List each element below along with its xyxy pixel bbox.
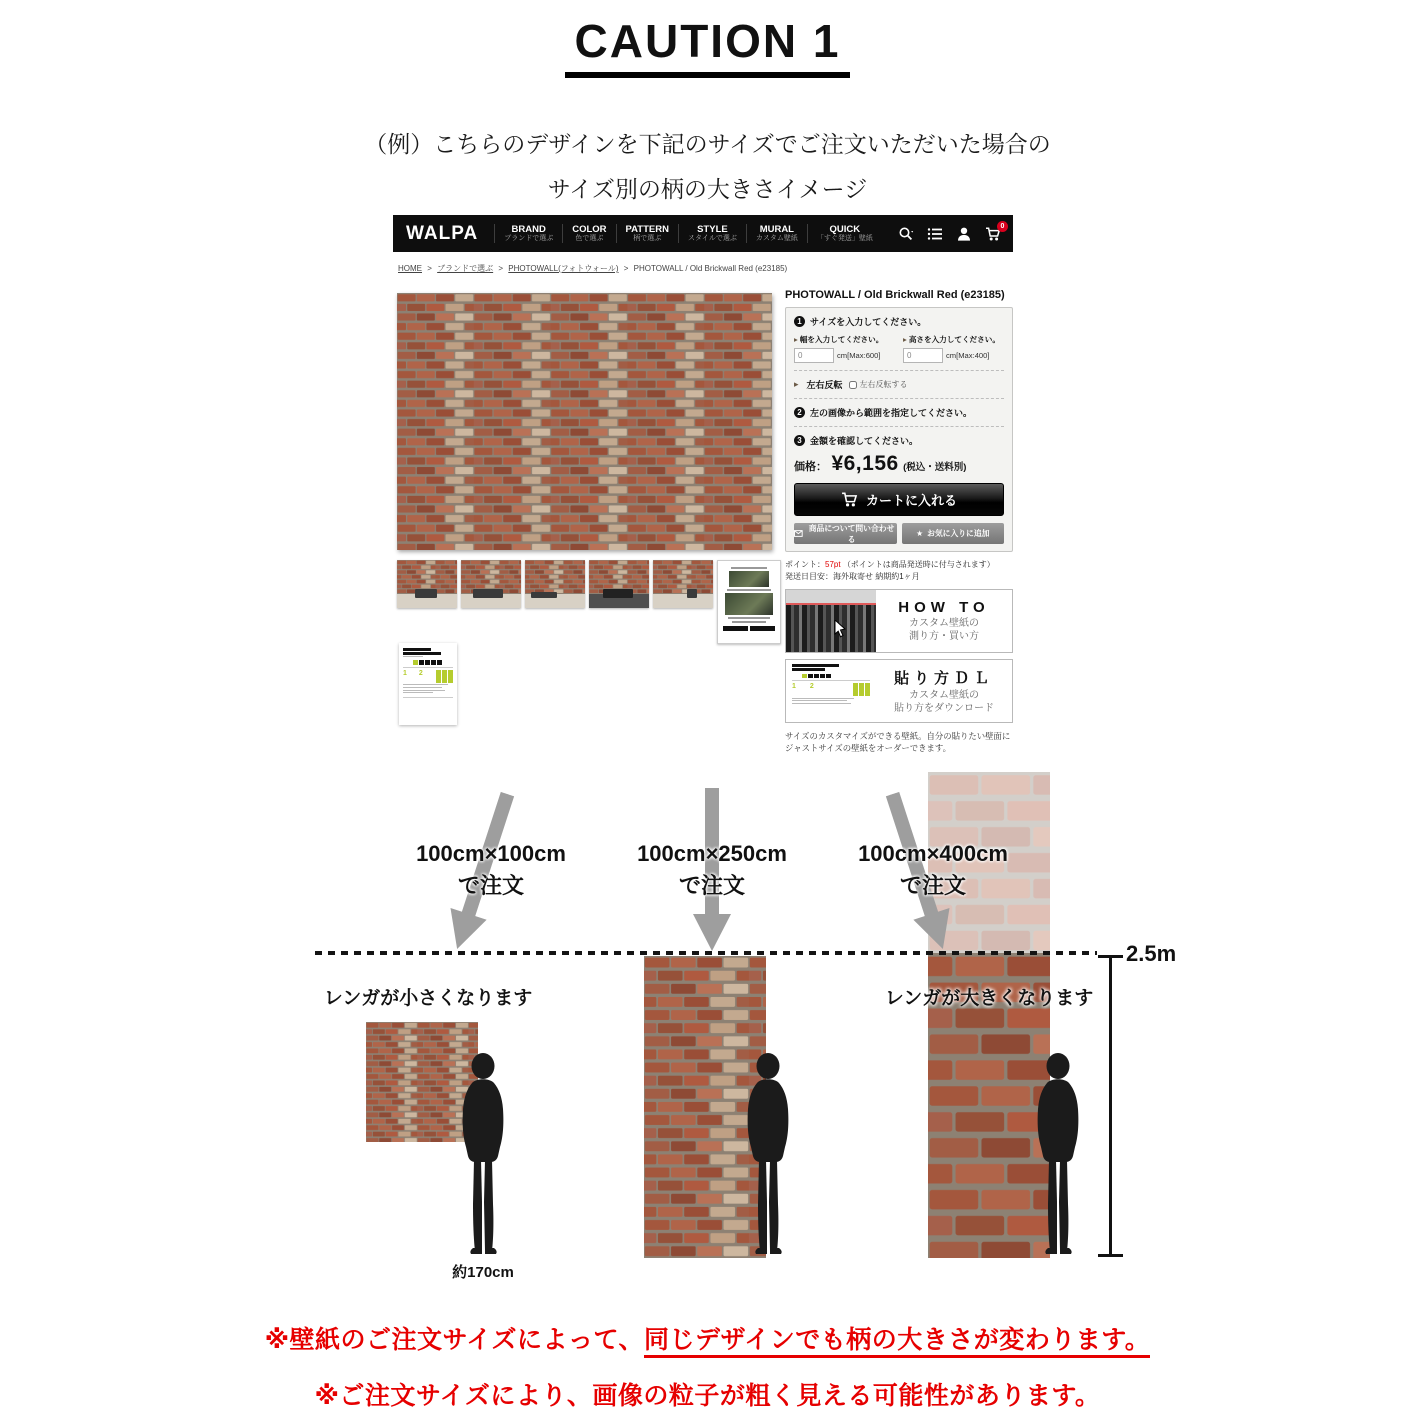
flip-checkbox-label: 左右反転する <box>849 379 908 390</box>
thumbnail-row <box>397 560 781 644</box>
step1-badge: 1 <box>794 316 805 327</box>
howto-banner[interactable] <box>785 589 1013 653</box>
caution-note-1: ※壁紙のご注文サイズによって、同じデザインでも柄の大きさが変わります。 <box>0 1320 1415 1356</box>
howto-title: HOW TO <box>898 599 990 616</box>
step3-badge: 3 <box>794 435 805 446</box>
nav-item-mural[interactable]: MURAL カスタム壁紙 <box>746 224 807 244</box>
width-max: cm[Max:600] <box>837 351 881 360</box>
room-thumbnail[interactable] <box>525 560 585 608</box>
intro-line1: （例）こちらのデザインを下記のサイズでご注文いただいた場合の <box>364 131 1051 157</box>
product-description: サイズのカスタマイズができる壁紙。自分の貼りたい壁面にジャストサイズの壁紙をオーダーできます。 <box>785 731 1011 753</box>
room-thumbnail[interactable] <box>653 560 713 608</box>
howto-subtitle: カスタム壁紙の 測り方・買い方 <box>909 618 979 642</box>
room-thumbnail[interactable] <box>461 560 521 608</box>
person-height-label: 約170cm <box>452 1264 514 1281</box>
nav-item-style[interactable]: STYLE スタイルで選ぶ <box>678 224 746 244</box>
ceiling-dashed-line <box>315 951 1097 955</box>
person-silhouette <box>737 1052 799 1260</box>
page-title-wrap <box>0 14 1415 78</box>
order-form <box>785 307 1013 552</box>
breadcrumb-home[interactable]: HOME <box>398 264 422 273</box>
breadcrumb-photowall[interactable]: PHOTOWALL(フォトウォール) <box>508 264 619 273</box>
product-title: PHOTOWALL / Old Brickwall Red (e23185) <box>785 289 1005 301</box>
size-option-100x100: 100cm×100cm で注文 <box>416 841 566 898</box>
account-icon[interactable] <box>956 226 972 242</box>
flip-checkbox[interactable] <box>849 381 857 389</box>
star-icon: ★ <box>916 529 924 538</box>
hanging-dl-banner[interactable] <box>785 659 1013 723</box>
add-to-cart-button[interactable]: カートに入れる <box>794 483 1004 516</box>
marker-icon: ▸ <box>794 335 798 344</box>
measure-cap-top <box>1098 955 1123 958</box>
dl-thumbnail-instructions: 1 2 <box>786 660 876 722</box>
measure-cap-bottom <box>1098 1254 1123 1257</box>
search-icon[interactable] <box>898 226 914 242</box>
size-option-100x250: 100cm×250cm で注文 <box>637 841 787 898</box>
size-option-100x400: 100cm×400cm で注文 <box>858 841 1008 898</box>
howto-thumbnail-forest <box>786 590 876 652</box>
step3-label: 金額を確認してください。 <box>810 436 919 446</box>
nav-item-color[interactable]: COLOR 色で選ぶ <box>562 224 615 244</box>
breadcrumb-current: PHOTOWALL / Old Brickwall Red (e23185) <box>633 264 788 273</box>
height-input[interactable] <box>903 348 943 363</box>
height-label: ▸ 高さを入力してください。 <box>903 335 1000 344</box>
intro-text <box>0 122 1415 212</box>
breadcrumb: HOME > ブランドで選ぶ > PHOTOWALL(フォトウォール) > PHOTOWALL / Old Brickwall Red (e23185) <box>398 264 788 273</box>
points-value: 57pt <box>825 560 841 569</box>
room-thumbnail[interactable] <box>589 560 649 608</box>
list-icon[interactable] <box>927 226 943 242</box>
caution-note-1-underline: 同じデザインでも柄の大きさが変わります。 <box>644 1326 1150 1358</box>
thumbnail-info-card[interactable] <box>717 560 781 644</box>
walpa-logo[interactable]: WALPA <box>406 222 479 244</box>
caption-bricks-smaller: レンガが小さくなります <box>323 988 533 1009</box>
inquiry-button[interactable]: 商品について問い合わせる <box>794 523 897 544</box>
intro-line2: サイズ別の柄の大きさイメージ <box>547 175 868 202</box>
product-panel <box>785 289 1013 755</box>
nav-item-pattern[interactable]: PATTERN 柄で選ぶ <box>616 224 678 244</box>
cart-icon <box>841 491 858 508</box>
room-thumbnail[interactable] <box>397 560 457 608</box>
flip-label: 左右反転 <box>806 380 843 390</box>
cart-count-badge: 0 <box>997 221 1008 232</box>
website-screenshot <box>393 215 1013 761</box>
caution-note-2: ※ご注文サイズにより、画像の粒子が粗く見える可能性があります。 <box>314 1382 1101 1410</box>
marker-icon: ▸ <box>903 335 907 344</box>
caption-bricks-larger: レンガが大きくなります <box>884 988 1094 1009</box>
breadcrumb-brand[interactable]: ブランドで選ぶ <box>437 264 494 273</box>
nav-icons <box>898 222 1013 242</box>
dl-title: 貼り方ＤＬ <box>893 670 994 687</box>
nav-item-brand[interactable]: BRAND ブランドで選ぶ <box>494 224 562 244</box>
cursor-icon <box>834 620 848 638</box>
nav-item-quick[interactable]: QUICK 「すぐ発送」壁紙 <box>807 224 882 244</box>
product-image-brick-wall[interactable] <box>397 293 772 550</box>
step1-label: サイズを入力してください。 <box>810 317 927 327</box>
person-silhouette <box>452 1052 514 1260</box>
width-label: ▸ 幅を入力してください。 <box>794 335 884 344</box>
marker-icon: ▸ <box>794 379 799 389</box>
price-row: 価格： ¥6,156 (税込・送料別) <box>794 452 967 475</box>
hanging-instructions-sheet[interactable]: 1 2 <box>399 643 457 725</box>
step2-badge: 2 <box>794 407 805 418</box>
dl-subtitle: カスタム壁紙の 貼り方をダウンロード <box>894 690 994 714</box>
height-max: cm[Max:400] <box>946 351 990 360</box>
shipping-text: 発送日目安：海外取寄せ 納期約1ヶ月 <box>785 572 920 581</box>
person-silhouette <box>1027 1052 1089 1260</box>
cart-icon[interactable] <box>985 222 1005 242</box>
site-navbar <box>393 215 1013 252</box>
height-label-2-5m: 2.5m <box>1126 941 1177 966</box>
width-input[interactable] <box>794 348 834 363</box>
step2-label: 左の画像から範囲を指定してください。 <box>810 408 973 418</box>
page-title: CAUTION 1 <box>565 14 851 78</box>
mail-icon <box>794 530 803 537</box>
favorite-button[interactable]: ★ お気に入りに追加 <box>902 523 1005 544</box>
price-value: ¥6,156 <box>831 452 899 475</box>
points-shipping-text: ポイント：57pt （ポイントは商品発送時に付与されます） 発送日目安：海外取寄せ 納期約1ヶ月 <box>785 560 995 581</box>
